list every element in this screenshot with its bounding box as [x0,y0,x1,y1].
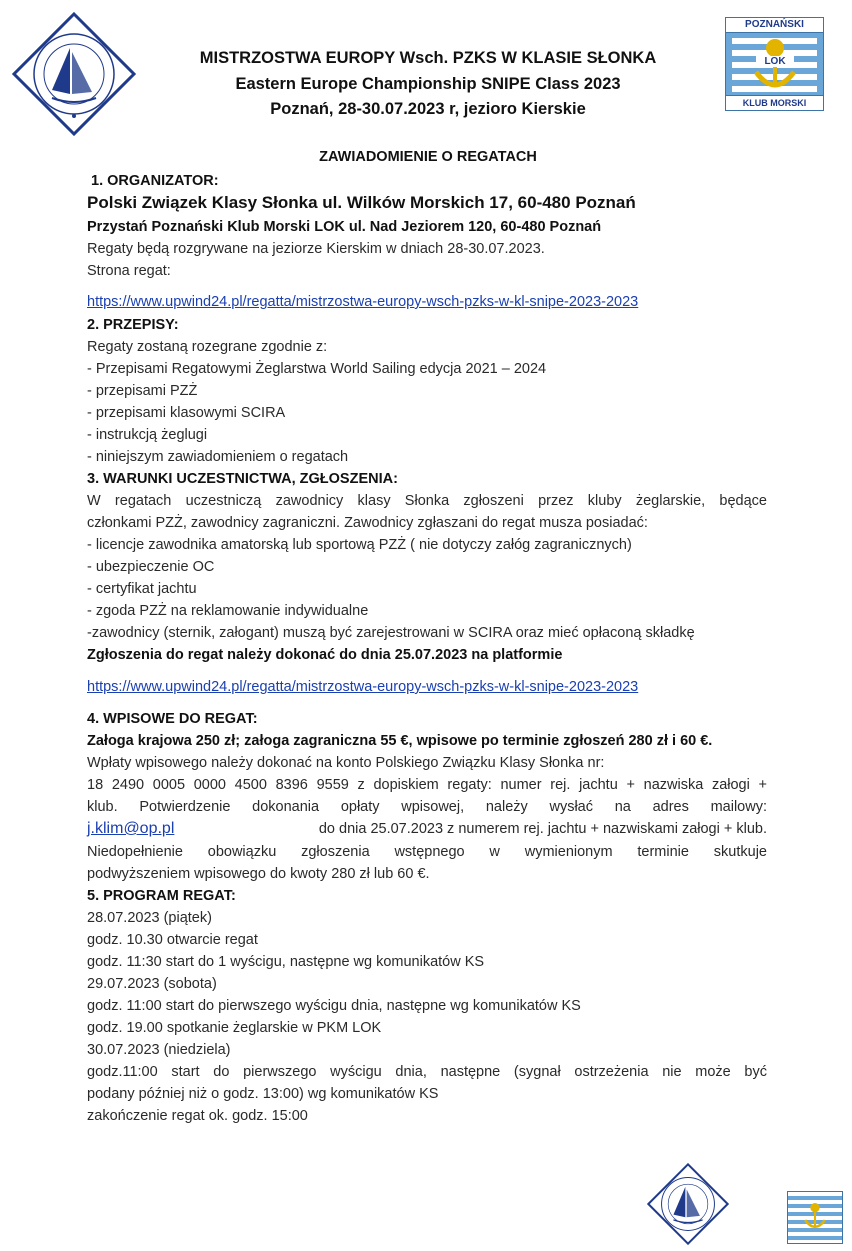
header-line-1: MISTRZOSTWA EUROPY Wsch. PZKS W KLASIE SŁONKA [199,49,657,67]
pkm-logo-bottom-text: KLUB MORSKI [726,95,823,110]
program-line: godz. 11:30 start do 1 wyścigu, następne wg komunikatów KS [87,954,485,970]
payment-text-3: klub. Potwierdzenie dokonania opłaty wpisowej, należy wysłać na adres mailowy: [87,799,767,815]
pzks-logo-small [647,1163,729,1245]
program-line: godz. 10.30 otwarcie regat [87,932,258,948]
program-end: zakończenie regat ok. godz. 15:00 [87,1108,308,1124]
email-link[interactable]: j.klim@op.pl [87,820,175,837]
payment-text-4 [87,818,767,840]
anchor-icon [802,1200,828,1234]
pkm-logo-top-text: POZNAŃSKI [726,18,823,33]
section-1-heading: 1. ORGANIZATOR: [91,173,219,189]
payment-text-2: 18 2490 0005 0000 4500 8396 9559 z dopiskiem regaty: numer rej. jachtu + nazwiska załogi + [87,777,767,793]
pkm-lok-logo-small [787,1191,843,1244]
rules-item: - przepisami klasowymi SCIRA [87,405,286,421]
eligibility-text-1: W regatach uczestniczą zawodnicy klasy Słonka zgłoszeni przez kluby żeglarskie, będące [87,493,767,509]
rules-item: - przepisami PZŻ [87,383,198,399]
header-line-2: Eastern Europe Championship SNIPE Class 2023 [235,75,621,93]
eligibility-text-2: członkami PZŻ, zawodnicy zagraniczni. Zawodnicy zgłaszani do regat musza posiadać: [87,515,648,531]
marina-address: Przystań Poznański Klub Morski LOK ul. Nad Jeziorem 120, 60-480 Poznań [87,219,602,235]
requirement-item: -zawodnicy (sternik, załogant) muszą być zarejestrowani w SCIRA oraz mieć opłaconą składkę [87,625,695,641]
requirement-item: - licencje zawodnika amatorską lub sportową PZŻ ( nie dotyczy załóg zagranicznych) [87,537,632,553]
document-title: ZAWIADOMIENIE O REGATACH [319,149,537,165]
payment-text-5: Niedopełnienie obowiązku zgłoszenia wstępnego w wymienionym terminie skutkuje [87,844,767,860]
site-label: Strona regat: [87,263,171,279]
rules-item: - instrukcją żeglugi [87,427,208,443]
program-line-long-a: godz.11:00 start do pierwszego wyścigu dnia, następne (sygnał ostrzeżenia nie może być [87,1064,767,1080]
entry-deadline: Zgłoszenia do regat należy dokonać do dnia 25.07.2023 na platformie [87,647,563,663]
entry-platform-link[interactable]: https://www.upwind24.pl/regatta/mistrzostwa-europy-wsch-pzks-w-kl-snipe-2023-2023 [87,679,639,695]
rules-item: - niniejszym zawiadomieniem o regatach [87,449,349,465]
payment-text-6: podwyższeniem wpisowego do kwoty 280 zł lub 60 €. [87,866,430,882]
program-line: 30.07.2023 (niedziela) [87,1042,231,1058]
requirement-item: - ubezpieczenie OC [87,559,215,575]
program-line: godz. 19.00 spotkanie żeglarskie w PKM LOK [87,1020,382,1036]
program-line-long-b: podany później niż o godz. 13:00) wg komunikatów KS [87,1086,439,1102]
rules-item: - Przepisami Regatowymi Żeglarstwa World Sailing edycja 2021 – 2024 [87,361,547,377]
dates-text: Regaty będą rozgrywane na jeziorze Kierskim w dniach 28-30.07.2023. [87,241,545,257]
requirement-item: - zgoda PZŻ na reklamowanie indywidualne [87,603,369,619]
section-4-heading: 4. WPISOWE DO REGAT: [87,711,258,727]
organizer-name: Polski Związek Klasy Słonka ul. Wilków Morskich 17, 60-480 Poznań [87,193,636,212]
regatta-site-link[interactable]: https://www.upwind24.pl/regatta/mistrzostwa-europy-wsch-pzks-w-kl-snipe-2023-2023 [87,294,639,310]
header-line-3: Poznań, 28-30.07.2023 r, jezioro Kierskie [270,100,586,118]
pkm-lok-logo [725,17,824,111]
section-3-heading: 3. WARUNKI UCZESTNICTWA, ZGŁOSZENIA: [87,471,398,487]
pzks-logo [12,12,136,136]
program-line: 28.07.2023 (piątek) [87,910,212,926]
payment-text-4-rest: do dnia 25.07.2023 z numerem rej. jachtu + nazwiskami załogi + klub. [314,821,767,837]
section-2-heading: 2. PRZEPISY: [87,317,179,333]
section-5-heading: 5. PROGRAM REGAT: [87,888,236,904]
rules-intro: Regaty zostaną rozegrane zgodnie z: [87,339,328,355]
requirement-item: - certyfikat jachtu [87,581,197,597]
program-line: 29.07.2023 (sobota) [87,976,217,992]
program-line: godz. 11:00 start do pierwszego wyścigu dnia, następne wg komunikatów KS [87,998,581,1014]
entry-fees: Załoga krajowa 250 zł; załoga zagraniczna 55 €, wpisowe po terminie zgłoszeń 280 zł i 60 €. [87,733,713,749]
payment-text-1: Wpłaty wpisowego należy dokonać na konto Polskiego Związku Klasy Słonka nr: [87,755,605,771]
pkm-logo-mid-text: LOK [756,56,794,67]
